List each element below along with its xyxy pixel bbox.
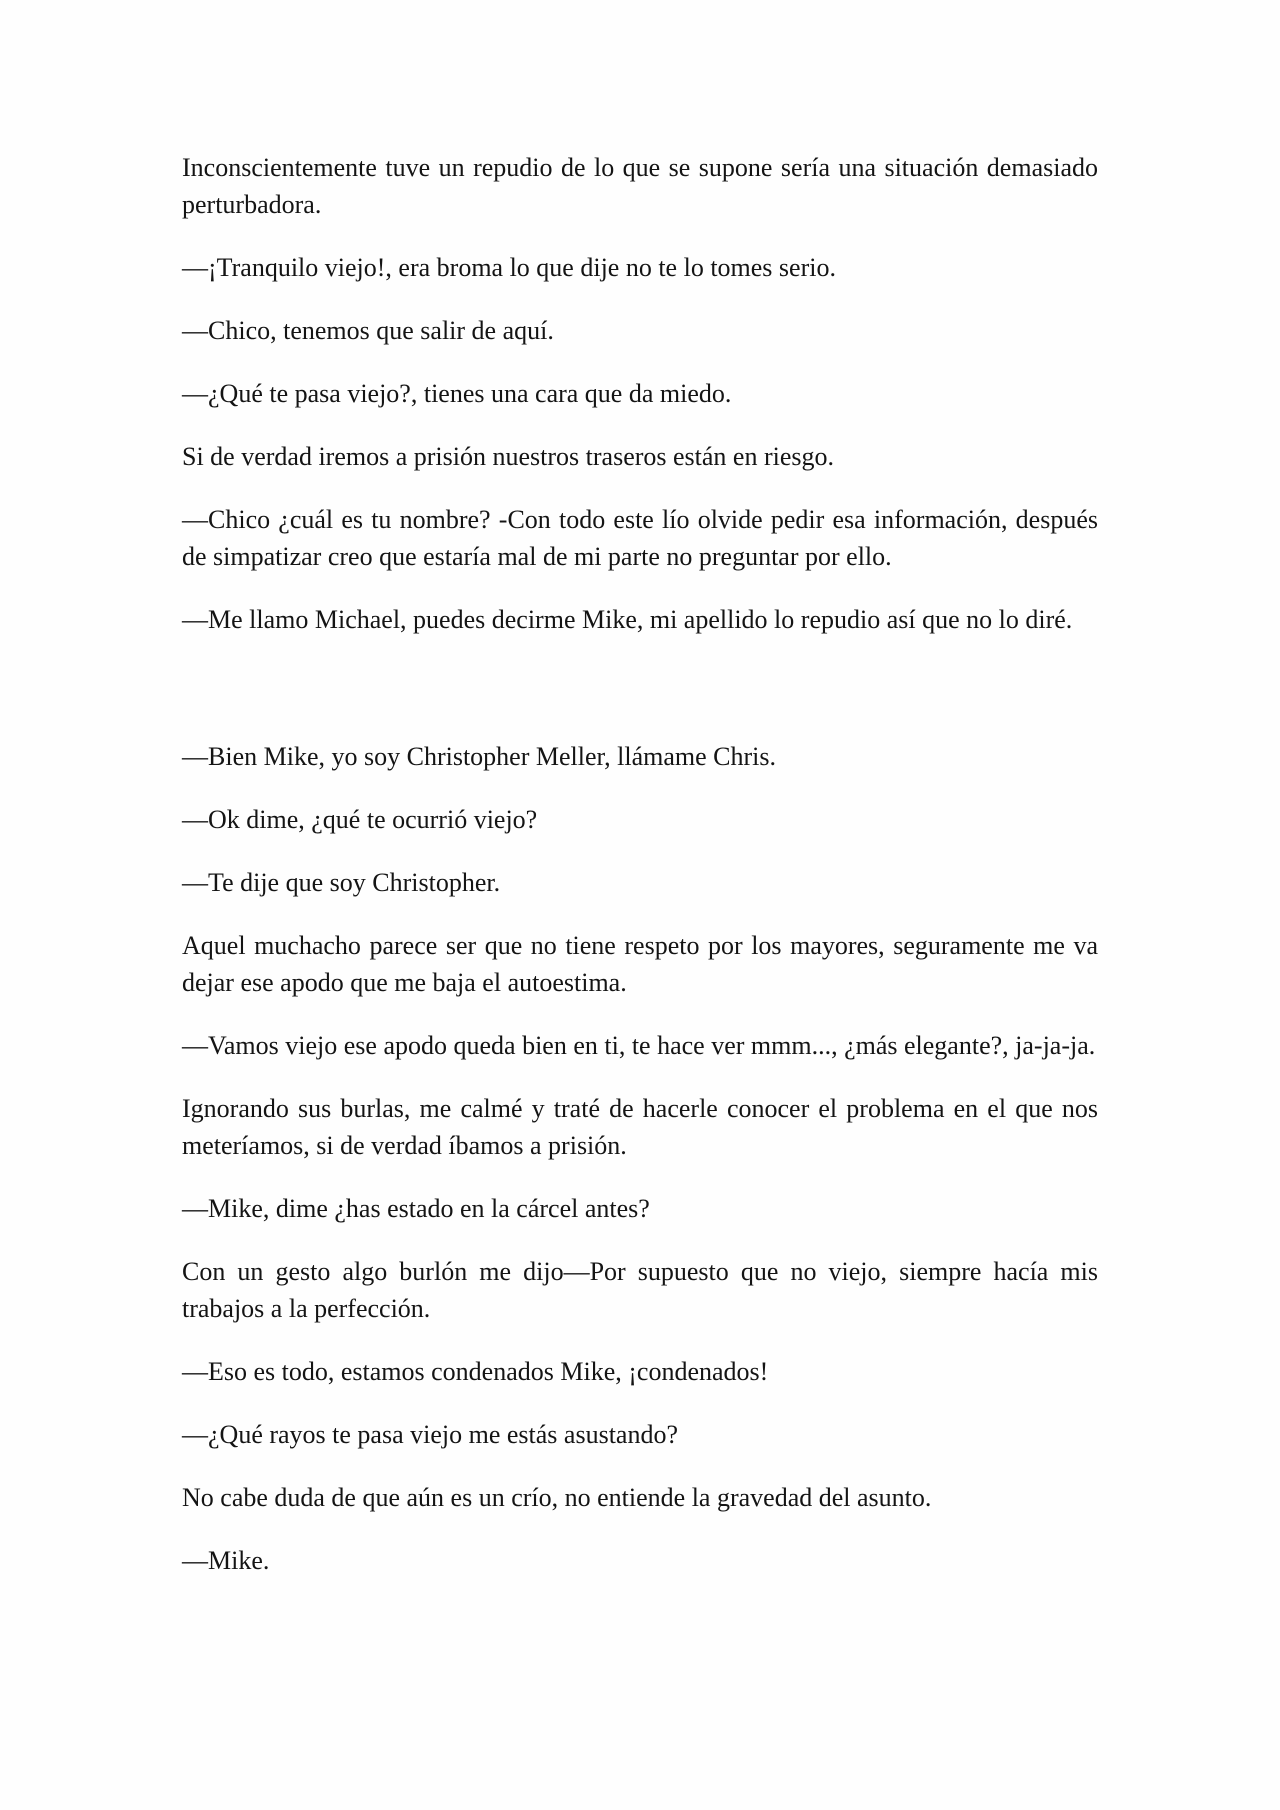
dialogue-line: —Me llamo Michael, puedes decirme Mike, mi apellido lo repudio así que no lo diré. <box>182 605 1073 634</box>
dialogue-line: —Bien Mike, yo soy Christopher Meller, llámame Chris. <box>182 742 776 771</box>
dialogue-line: —Mike, dime ¿has estado en la cárcel antes? <box>182 1194 650 1223</box>
dialogue-line: —¡Tranquilo viejo!, era broma lo que dije no te lo tomes serio. <box>182 253 836 282</box>
dialogue-line: —Te dije que soy Christopher. <box>182 868 501 897</box>
dialogue-line: —Eso es todo, estamos condenados Mike, ¡condenados! <box>182 1357 769 1386</box>
dialogue-line: —¿Qué rayos te pasa viejo me estás asustando? <box>182 1420 679 1449</box>
paragraph: No cabe duda de que aún es un crío, no entiende la gravedad del asunto. <box>182 1483 932 1512</box>
paragraph: Si de verdad iremos a prisión nuestros traseros están en riesgo. <box>182 442 835 471</box>
paragraph: Con un gesto algo burlón me dijo—Por supuesto que no viejo, siempre hacía mis trabajos a la perfección. <box>182 1257 1098 1323</box>
dialogue-line: —¿Qué te pasa viejo?, tienes una cara que da miedo. <box>182 379 732 408</box>
dialogue-line: —Chico, tenemos que salir de aquí. <box>182 316 554 345</box>
paragraph: Inconscientemente tuve un repudio de lo que se supone sería una situación demasiado perturbadora. <box>182 153 1098 219</box>
dialogue-line: —Chico ¿cuál es tu nombre? -Con todo este lío olvide pedir esa información, después de simpatizar creo que estaría mal de mi parte no preguntar por ello. <box>182 505 1098 571</box>
paragraph: Aquel muchacho parece ser que no tiene respeto por los mayores, seguramente me va dejar ese apodo que me baja el autoestima. <box>182 931 1098 997</box>
dialogue-line: —Mike. <box>182 1546 270 1575</box>
dialogue-line: —Vamos viejo ese apodo queda bien en ti, te hace ver mmm..., ¿más elegante?, ja-ja-ja. <box>182 1031 1096 1060</box>
dialogue-line: —Ok dime, ¿qué te ocurrió viejo? <box>182 805 538 834</box>
paragraph: Ignorando sus burlas, me calmé y traté de hacerle conocer el problema en el que nos meteríamos, si de verdad íbamos a prisión. <box>182 1094 1098 1160</box>
document-body <box>182 149 1098 1605</box>
